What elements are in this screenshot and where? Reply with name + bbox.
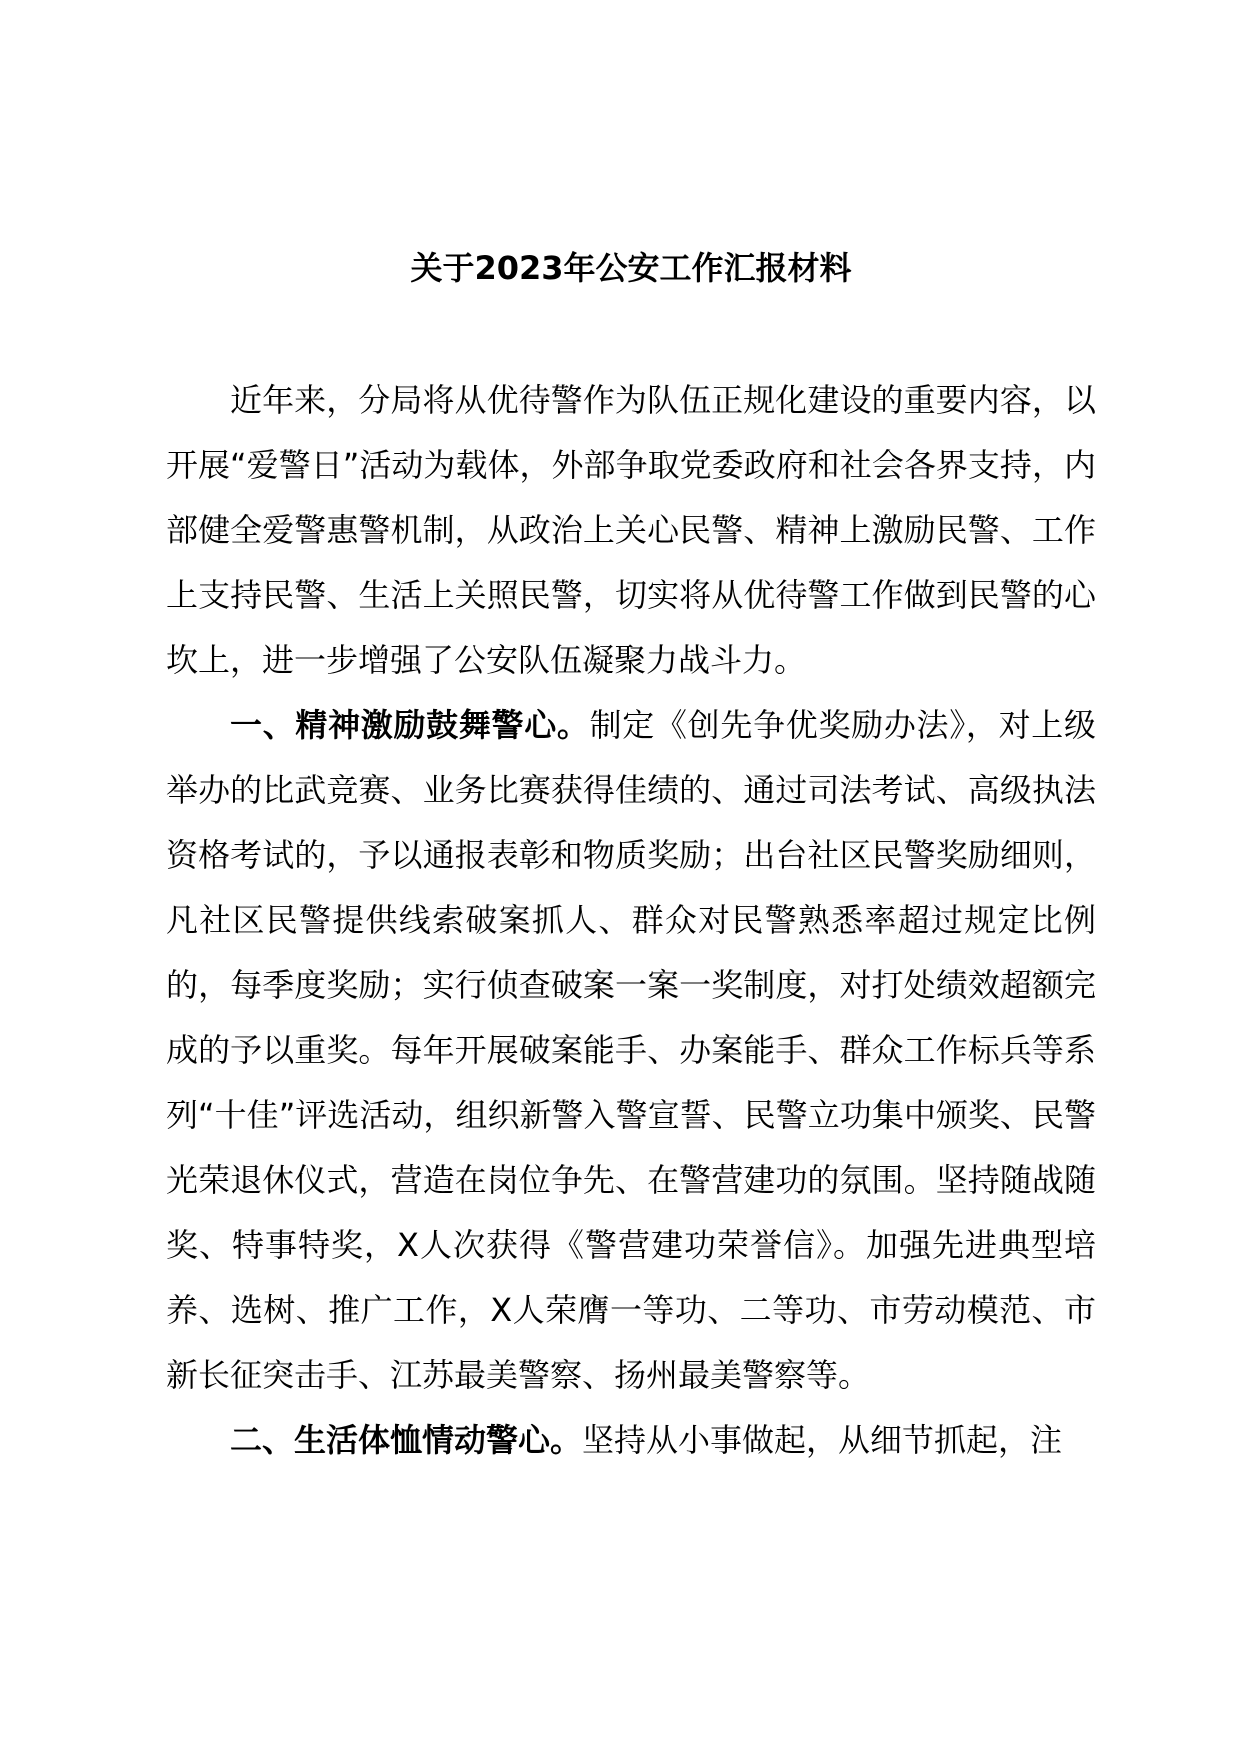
section-1-text: 制定《创先争优奖励办法》，对上级举办的比武竞赛、业务比赛获得佳绩的、通过司法考试、高级执法资格考试的，予以通报表彰和物质奖励；出台社区民警奖励细则，凡社区民警提供线索破案抓人、群众对民警熟悉率超过规定比例的，每季度奖励；实行侦查破案一案一奖制度，对打处绩效超额完成的予以重奖。每年开展破案能手、办案能手、群众工作标兵等系列“十佳”评选活动，组织新警入警宣誓、民警立功集中颁奖、民警光荣退休仪式，营造在岗位争先、在警营建功的氛围。坚持随战随奖、特事特奖，X人次获得《警营建功荣誉信》。加强先进典型培养、选树、推广工作，X人荣膺一等功、二等功、市劳动模范、市新长征突击手、江苏最美警察、扬州最美警察等。 bbox=[166, 706, 1096, 1394]
section-2-paragraph bbox=[166, 1408, 1096, 1473]
document-body bbox=[166, 368, 1096, 1473]
section-1-paragraph bbox=[166, 693, 1096, 1408]
section-2-heading: 二、生活体恤情动警心。 bbox=[230, 1421, 583, 1459]
section-1-heading: 一、精神激励鼓舞警心。 bbox=[230, 706, 590, 744]
section-2-text: 坚持从小事做起，从细节抓起，注 bbox=[582, 1421, 1063, 1459]
intro-paragraph: 近年来，分局将从优待警作为队伍正规化建设的重要内容，以开展“爱警日”活动为载体，外部争取党委政府和社会各界支持，内部健全爱警惠警机制，从政治上关心民警、精神上激励民警、工作上支持民警、生活上关照民警，切实将从优待警工作做到民警的心坎上，进一步增强了公安队伍凝聚力战斗力。 bbox=[166, 381, 1096, 679]
document-title: 关于2023年公安工作汇报材料 bbox=[410, 249, 852, 287]
